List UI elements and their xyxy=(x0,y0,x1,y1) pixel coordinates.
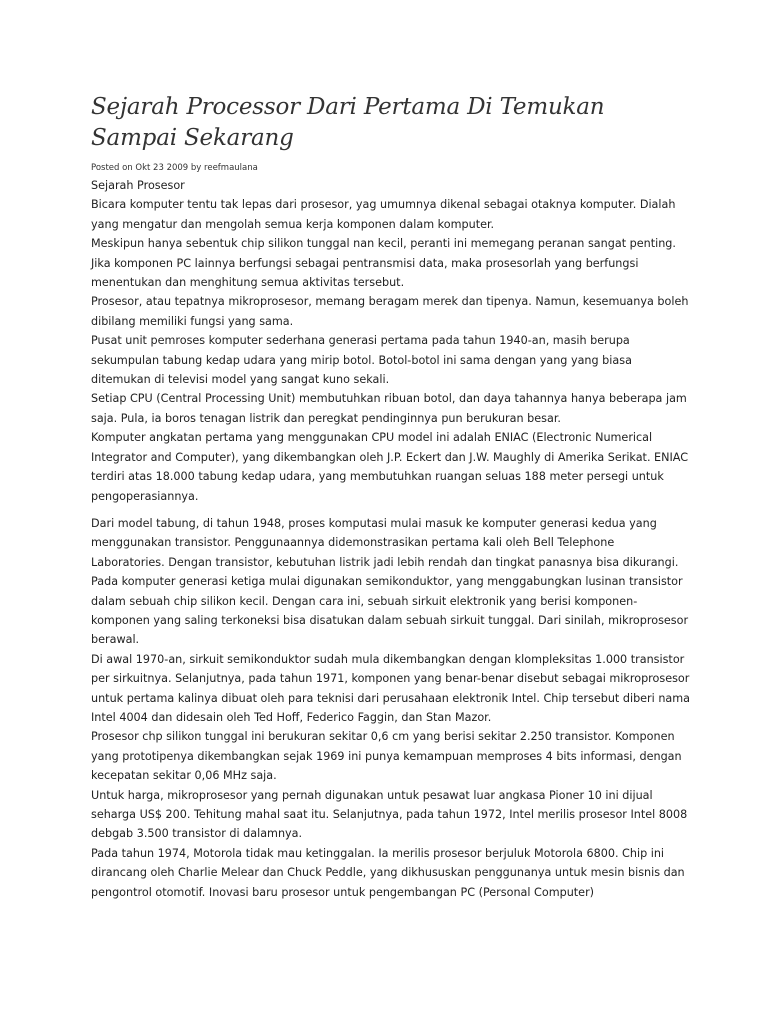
paragraph: Di awal 1970-an, sirkuit semikonduktor sudah mula dikembangkan dengan klompleksitas 1.000 transistor per sirkuitnya. Selanjutnya, pada tahun 1971, komponen yang benar-benar disebut sebagai mikroprosesor untuk pertama kalinya dibuat oleh para teknisi dari perusahaan elektronik Intel. Chip tersebut diberi nama Intel 4004 dan didesain oleh Ted Hoff, Federico Faggin, dan Stan Mazor. xyxy=(91,652,691,724)
section-gap xyxy=(91,506,691,512)
paragraph: Untuk harga, mikroprosesor yang pernah digunakan untuk pesawat luar angkasa Pioner 10 ini dijual seharga US$ 200. Tehitung mahal saat itu. Selanjutnya, pada tahun 1972, Intel merilis prosesor Intel 8008 debgab 3.500 transistor di dalamnya. xyxy=(91,788,688,841)
article-title: Sejarah Processor Dari Pertama Di Temukan Sampai Sekarang xyxy=(91,94,605,151)
post-meta: Posted on Okt 23 2009 by reefmaulana xyxy=(91,163,258,173)
paragraph: Bicara komputer tentu tak lepas dari prosesor, yag umumnya dikenal sebagai otaknya komputer. Dialah yang mengatur dan mengolah semua kerja komponen dalam komputer. xyxy=(91,198,676,231)
paragraph: Pada komputer generasi ketiga mulai digunakan semikonduktor, yang menggabungkan lusinan transistor dalam sebuah chip silikon kecil. Dengan cara ini, sebuah sirkuit elektronik yang berisi komponen-komponen yang saling terkoneksi bisa disatukan dalam sebuah sirkuit tunggal. Dari sinilah, mikroprosesor berawal. xyxy=(91,575,689,647)
paragraph: Prosesor chp silikon tunggal ini berukuran sekitar 0,6 cm yang berisi sekitar 2.250 transistor. Komponen yang prototipenya dikembangkan sejak 1969 ini punya kemampuan memproses 4 bits informasi, dengan kecepatan sekitar 0,06 MHz saja. xyxy=(91,730,682,783)
paragraph: Dari model tabung, di tahun 1948, proses komputasi mulai masuk ke komputer generasi kedua yang menggunakan transistor. Penggunaannya didemonstrasikan pertama kali oleh Bell Telephone Laboratories. Dengan transistor, kebutuhan listrik jadi lebih rendah dan tingkat panasnya bisa dikurangi. xyxy=(91,516,679,569)
paragraph: Setiap CPU (Central Processing Unit) membutuhkan ribuan botol, dan daya tahannya hanya beberapa jam saja. Pula, ia boros tenagan listrik dan peregkat pendinginnya pun berukuran besar. xyxy=(91,392,687,425)
paragraph: Meskipun hanya sebentuk chip silikon tunggal nan kecil, peranti ini memegang peranan sangat penting. Jika komponen PC lainnya berfungsi sebagai pentransmisi data, maka prosesorlah yang berfungsi menentukan dan menghitung semua aktivitas tersebut. xyxy=(91,237,676,290)
article xyxy=(91,92,691,902)
paragraph: Sejarah Prosesor xyxy=(91,179,185,192)
paragraph: Pada tahun 1974, Motorola tidak mau ketinggalan. Ia merilis prosesor berjuluk Motorola 6800. Chip ini dirancang oleh Charlie Melear dan Chuck Peddle, yang dikhususkan penggunanya untuk mesin bisnis dan pengontrol otomotif. Inovasi baru prosesor untuk pengembangan PC (Personal Computer) xyxy=(91,846,685,899)
paragraph: Pusat unit pemroses komputer sederhana generasi pertama pada tahun 1940-an, masih berupa sekumpulan tabung kedap udara yang mirip botol. Botol-botol ini sama dengan yang yang biasa ditemukan di televisi model yang sangat kuno sekali. xyxy=(91,334,632,387)
paragraph: Prosesor, atau tepatnya mikroprosesor, memang beragam merek dan tipenya. Namun, kesemuanya boleh dibilang memiliki fungsi yang sama. xyxy=(91,295,689,328)
article-body-part-1 xyxy=(91,176,691,506)
paragraph: Komputer angkatan pertama yang menggunakan CPU model ini adalah ENIAC (Electronic Numerical Integrator and Computer), yang dikembangkan oleh J.P. Eckert dan J.W. Maughly di Amerika Serikat. ENIAC terdiri atas 18.000 tabung kedap udara, yang membutuhkan ruangan seluas 188 meter persegi untuk pengoperasiannya. xyxy=(91,431,689,503)
article-body-part-2 xyxy=(91,514,691,902)
